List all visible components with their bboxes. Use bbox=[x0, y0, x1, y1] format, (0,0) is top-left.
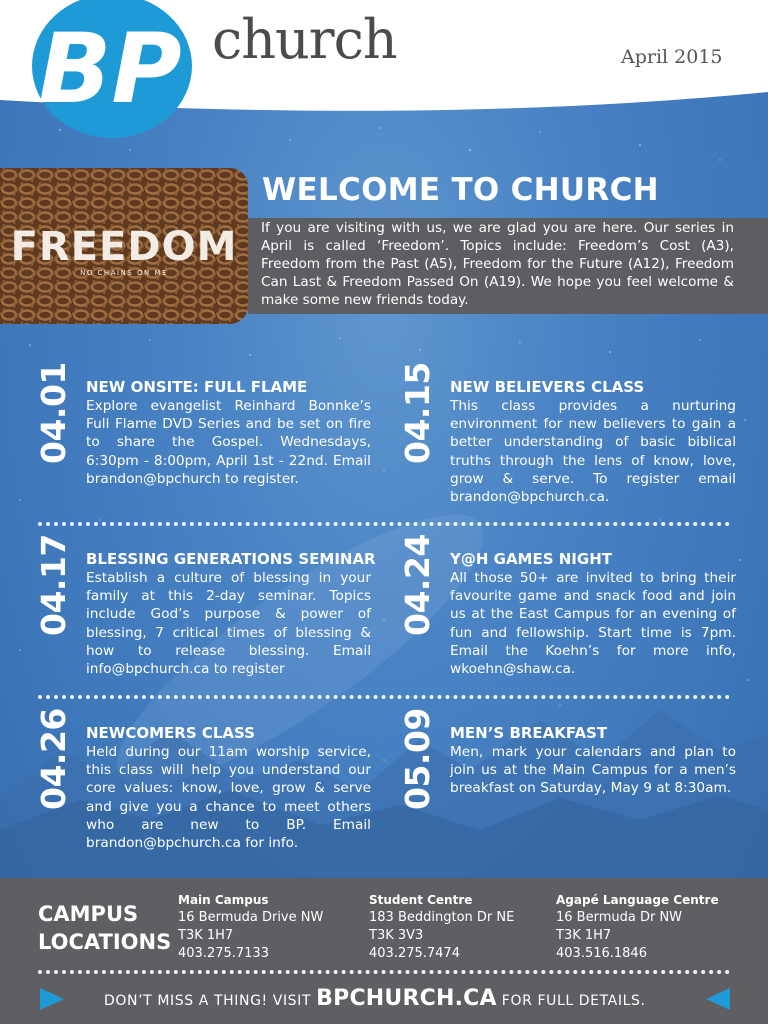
welcome-text: If you are visiting with us, we are glad you are here. Our series in April is called ‘Freedom’. Topics include: Freedom’s Cost (A3), Freedom from the Past (A5), Freedom for the Future (A12), Freedom Can Last & Freedom Passed On (A19). We hope you feel welcome & make some new friends today. bbox=[261, 220, 734, 308]
welcome-title: WELCOME TO CHURCH bbox=[262, 172, 659, 208]
campus-address: 16 Bermuda Drive NW bbox=[178, 910, 324, 925]
event-description: Explore evangelist Reinhard Bonnke’s Full Flame DVD Series and be set on fire to share the Gospel. Wednesdays, 6:30pm - 8:00pm, April 1st - 22nd. Email brandon@bpchurch to register. bbox=[86, 398, 371, 487]
cta-prefix: DON’T MISS A THING! VISIT bbox=[104, 993, 312, 1009]
dotted-divider bbox=[38, 970, 730, 974]
event-description: Establish a culture of blessing in your family at this 2-day seminar. Topics include God’s purpose & power of blessing, 7 critical times of blessing & how to release blessing. Email info@bpchurch.ca to register bbox=[86, 570, 371, 678]
arrow-right-icon bbox=[40, 988, 64, 1010]
campus-postal: T3K 1H7 bbox=[556, 928, 612, 943]
freedom-image-title: FREEDOM bbox=[10, 224, 238, 270]
website-link[interactable]: BPCHURCH.CA bbox=[316, 986, 497, 1011]
event-title: NEW ONSITE: FULL FLAME bbox=[86, 378, 308, 396]
campus-phone: 403.516.1846 bbox=[556, 946, 647, 961]
campus-agape bbox=[556, 891, 719, 963]
event-title: Y@H GAMES NIGHT bbox=[450, 550, 612, 568]
campus-phone: 403.275.7133 bbox=[178, 946, 269, 961]
event-date: 04.26 bbox=[34, 708, 73, 810]
event-date: 04.15 bbox=[398, 362, 437, 464]
bp-logo bbox=[30, 0, 194, 140]
event-description: Held during our 11am worship service, this class will help you understand our core values: know, love, grow & serve and give you a chance to meet others who are new to BP. Email brandon@bpchurch.ca for info. bbox=[86, 744, 371, 852]
freedom-series-image bbox=[0, 168, 248, 324]
dotted-divider bbox=[38, 522, 730, 526]
campus-name: Agapé Language Centre bbox=[556, 893, 719, 907]
campus-address: 183 Beddington Dr NE bbox=[369, 910, 515, 925]
dotted-divider bbox=[38, 695, 730, 699]
event-title: MEN’S BREAKFAST bbox=[450, 724, 608, 742]
visit-website-banner bbox=[104, 986, 666, 1011]
event-title: BLESSING GENERATIONS SEMINAR bbox=[86, 550, 376, 568]
campus-phone: 403.275.7474 bbox=[369, 946, 460, 961]
event-description: All those 50+ are invited to bring their favourite game and snack food and join us at the East Campus for an evening of fun and fellowship. Start time is 7pm. Email the Koehn’s for more info, wkoehn@shaw.ca. bbox=[450, 570, 736, 678]
cta-suffix: FOR FULL DETAILS. bbox=[501, 993, 646, 1009]
campus-name: Student Centre bbox=[369, 893, 473, 907]
brand-word: church bbox=[212, 8, 397, 71]
logo-text: BP bbox=[38, 13, 182, 125]
campus-student bbox=[369, 891, 514, 963]
campus-postal: T3K 3V3 bbox=[369, 928, 424, 943]
campus-main bbox=[178, 891, 323, 963]
campus-locations-heading bbox=[38, 900, 171, 956]
campus-heading-line: LOCATIONS bbox=[38, 930, 172, 954]
event-title: NEWCOMERS CLASS bbox=[86, 724, 255, 742]
campus-address: 16 Bermuda Dr NW bbox=[556, 910, 683, 925]
arrow-left-icon bbox=[706, 988, 730, 1010]
event-date: 05.09 bbox=[398, 708, 437, 810]
campus-heading-line: CAMPUS bbox=[38, 902, 139, 926]
event-date: 04.24 bbox=[398, 534, 437, 636]
event-title: NEW BELIEVERS CLASS bbox=[450, 378, 645, 396]
freedom-image-subtitle: NO CHAINS ON ME bbox=[80, 269, 168, 277]
issue-date: April 2015 bbox=[621, 46, 723, 68]
campus-name: Main Campus bbox=[178, 893, 269, 907]
campus-postal: T3K 1H7 bbox=[178, 928, 234, 943]
event-date: 04.17 bbox=[34, 534, 73, 636]
event-date: 04.01 bbox=[34, 362, 73, 464]
event-description: This class provides a nurturing environment for new believers to gain a better understanding of basic biblical truths through the lens of know, love, grow & serve. To register email brandon@bpchurch.ca. bbox=[450, 398, 736, 506]
event-description: Men, mark your calendars and plan to join us at the Main Campus for a men’s breakfast on Saturday, May 9 at 8:30am. bbox=[450, 744, 736, 797]
